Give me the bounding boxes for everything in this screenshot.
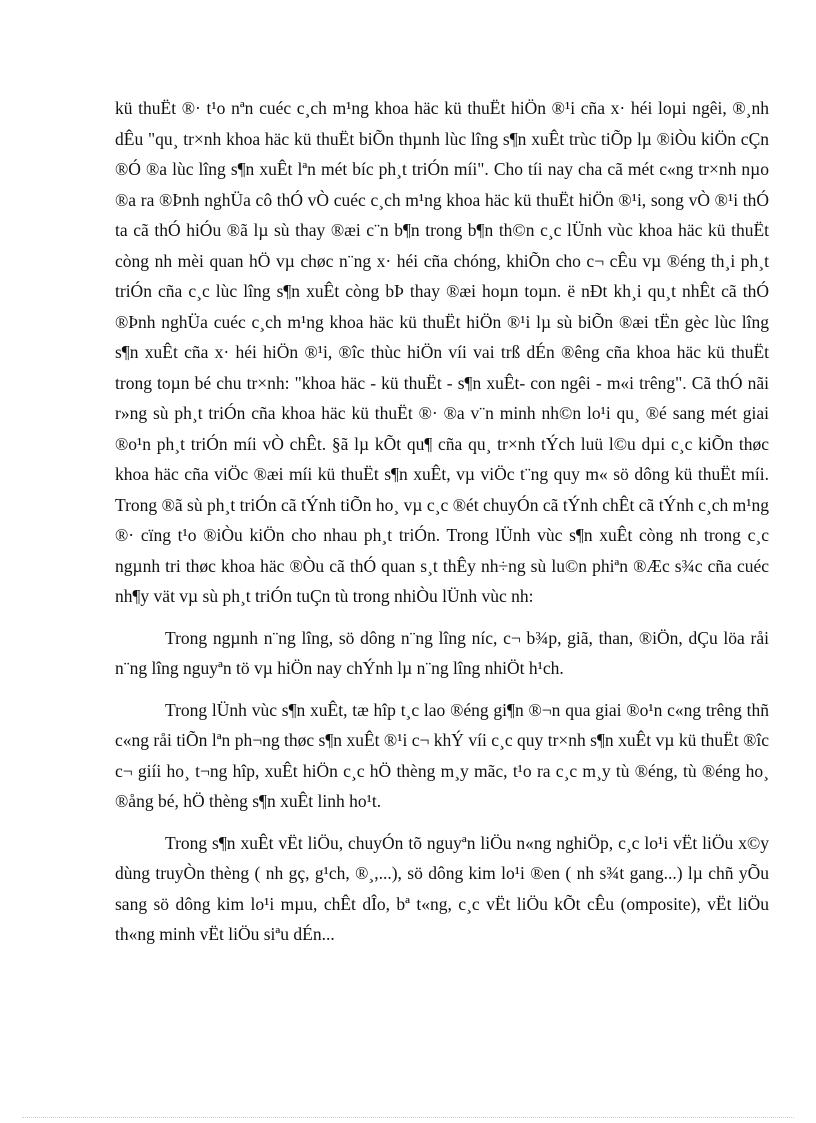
page-bottom-divider xyxy=(22,1117,794,1118)
body-paragraph-3: Trong lÜnh vùc s¶n xuÊt, tæ hîp t¸c lao ®éng gi¶n ®¬n qua giai ®o¹n c«ng trêng thñ c«ng råi tiÕn lªn ph¬ng thøc s¶n xuÊt ®¹i c¬ khÝ víi c¸c quy tr×nh s¶n xuÊt vµ kü thuËt ®îc c¬ giíi ho¸ t¬ng hîp, xuÊt hiÖn c¸c hÖ thèng m¸y mãc, t¹o ra c¸c m¸y tù ®éng, tù ®éng ho¸ ®ång bé, hÖ thèng s¶n xuÊt linh ho¹t. xyxy=(115,699,769,811)
document-page xyxy=(115,93,769,950)
body-paragraph-1: kü thuËt ®· t¹o nªn cuéc c¸ch m¹ng khoa häc kü thuËt hiÖn ®¹i cña x· héi loµi ngêi, ®¸nh dÊu "qu¸ tr×nh khoa häc kü thuËt biÕn thµnh lùc lîng s¶n xuÊt trùc tiÕp lµ ®iÒu kiÖn cÇn ®Ó ®a lùc lîng s¶n xuÊt lªn mét bíc ph¸t triÓn míi". Cho tíi nay cha cã mét c«ng tr×nh nµo ®a ra ®Þnh nghÜa cô thÓ vÒ cuéc c¸ch m¹ng khoa häc kü thuËt hiÖn ®¹i, song vÒ ®¹i thÓ ta cã thÓ hiÓu ®ã lµ sù thay ®æi c¨n b¶n trong b¶n th©n c¸c lÜnh vùc khoa häc kü thuËt còng nh mèi quan hÖ vµ chøc n¨ng x· héi cña chóng, khiÕn cho c¬ cÊu vµ ®éng th¸i ph¸t triÓn cña c¸c lùc lîng s¶n xuÊt còng bÞ thay ®æi hoµn toµn. ë nÐt kh¸i qu¸t nhÊt cã thÓ ®Þnh nghÜa cuéc c¸ch m¹ng khoa häc kü thuËt hiÖn ®¹i lµ sù biÕn ®æi tËn gèc lùc lîng s¶n xuÊt cña x· héi hiÖn ®¹i, ®îc thùc hiÖn víi vai trß dÉn ®êng cña khoa häc kü thuËt trong toµn bé chu tr×nh: "khoa häc - kü thuËt - s¶n xuÊt- con ngêi - m«i trêng". Cã thÓ nãi r»ng sù ph¸t triÓn cña khoa häc kü thuËt ®· ®a v¨n minh nh©n lo¹i qu¸ ®é sang mét giai ®o¹n ph¸t triÓn míi vÒ chÊt. §ã lµ kÕt qu¶ cña qu¸ tr×nh tÝch luü l©u dµi c¸c kiÕn thøc khoa häc cña viÖc ®æi míi kü thuËt s¶n xuÊt, vµ viÖc t¨ng quy m« sö dông kü thuËt míi. Trong ®ã sù ph¸t triÓn cã tÝnh tiÕn ho¸ vµ c¸c ®ét chuyÓn cã tÝnh chÊt cã tÝnh c¸ch m¹ng ®· cïng t¹o ®iÒu kiÖn cho nhau ph¸t triÓn. Trong lÜnh vùc s¶n xuÊt còng nh trong c¸c ngµnh tri thøc khoa häc ®Òu cã thÓ quan s¸t thÊy nh÷ng sù lu©n phiªn ®Æc s¾c cña cuéc nh¶y vät vµ sù ph¸t triÓn tuÇn tù trong nhiÒu lÜnh vùc nh: xyxy=(115,98,769,606)
body-paragraph-2: Trong ngµnh n¨ng lîng, sö dông n¨ng lîng níc, c¬ b¾p, giã, than, ®iÖn, dÇu löa råi n¨ng lîng nguyªn tö vµ hiÖn nay chÝnh lµ n¨ng lîng nhiÖt h¹ch. xyxy=(115,627,769,678)
body-paragraph-4: Trong s¶n xuÊt vËt liÖu, chuyÓn tõ nguyªn liÖu n«ng nghiÖp, c¸c lo¹i vËt liÖu x©y dùng truyÒn thèng ( nh gç, g¹ch, ®¸,...), sö dông kim lo¹i ®en ( nh s¾t gang...) lµ chñ yÕu sang sö dông kim lo¹i mµu, chÊt dÎo, bª t«ng, c¸c vËt liÖu kÕt cÊu (omposite), vËt liÖu th«ng minh vËt liÖu siªu dÉn... xyxy=(115,832,769,944)
